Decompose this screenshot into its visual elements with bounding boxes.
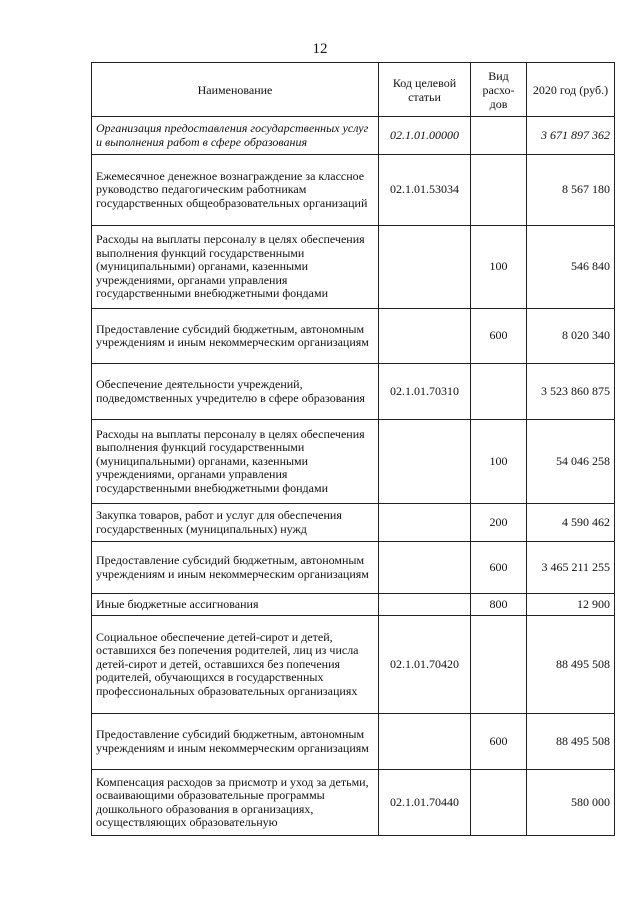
cell-name: Предоставление субсидий бюджетным, автономным учреждениям и иным некоммерческим организациям: [92, 542, 379, 594]
cell-amount: 546 840: [527, 226, 615, 309]
table-row: [92, 364, 615, 420]
cell-code: [379, 594, 471, 616]
cell-amount: 12 900: [527, 594, 615, 616]
cell-kind: [471, 616, 527, 714]
table-row: [92, 226, 615, 309]
cell-amount: 3 465 211 255: [527, 542, 615, 594]
cell-name: Предоставление субсидий бюджетным, автономным учреждениям и иным некоммерческим организациям: [92, 309, 379, 364]
header-amount: 2020 год (руб.): [527, 63, 615, 117]
cell-code: 02.1.01.70310: [379, 364, 471, 420]
cell-name: Закупка товаров, работ и услуг для обеспечения государственных (муниципальных) нужд: [92, 504, 379, 542]
table-row: [92, 420, 615, 504]
cell-name: Иные бюджетные ассигнования: [92, 594, 379, 616]
header-kind: Вид расхо-дов: [471, 63, 527, 117]
cell-amount: 88 495 508: [527, 714, 615, 770]
table-row: [92, 504, 615, 542]
table-header-row: [92, 63, 615, 117]
cell-name: Расходы на выплаты персоналу в целях обеспечения выполнения функций государственными (муниципальными) органами, казенными учреждениями, органами управления государственными внебюджетными фондами: [92, 226, 379, 309]
cell-kind: 600: [471, 309, 527, 364]
cell-kind: [471, 155, 527, 226]
table-row: [92, 117, 615, 155]
budget-table: [91, 62, 615, 836]
cell-kind: 600: [471, 714, 527, 770]
table-row: [92, 594, 615, 616]
table-row: [92, 714, 615, 770]
cell-code: [379, 504, 471, 542]
cell-name: Социальное обеспечение детей-сирот и детей, оставшихся без попечения родителей, лиц из числа детей-сирот и детей, оставшихся без попечения родителей, обучающихся в государственных профессиональных образовательных организациях: [92, 616, 379, 714]
cell-code: [379, 226, 471, 309]
table-row: [92, 542, 615, 594]
cell-code: 02.1.01.53034: [379, 155, 471, 226]
cell-kind: [471, 364, 527, 420]
cell-name: Предоставление субсидий бюджетным, автономным учреждениям и иным некоммерческим организациям: [92, 714, 379, 770]
cell-name: Ежемесячное денежное вознаграждение за классное руководство педагогическим работникам государственных общеобразовательных организаций: [92, 155, 379, 226]
cell-kind: 600: [471, 542, 527, 594]
cell-kind: 800: [471, 594, 527, 616]
cell-code: 02.1.01.70420: [379, 616, 471, 714]
cell-name: Организация предоставления государственных услуг и выполнения работ в сфере образования: [92, 117, 379, 155]
cell-amount: 4 590 462: [527, 504, 615, 542]
page-number: 12: [312, 41, 328, 57]
cell-code: [379, 714, 471, 770]
cell-amount: 54 046 258: [527, 420, 615, 504]
cell-name: Компенсация расходов за присмотр и уход за детьми, осваивающими образовательные программы дошкольного образования в организациях, осуществляющих образовательную: [92, 770, 379, 836]
cell-kind: [471, 117, 527, 155]
cell-amount: 3 671 897 362: [527, 117, 615, 155]
cell-amount: 580 000: [527, 770, 615, 836]
cell-amount: 88 495 508: [527, 616, 615, 714]
cell-name: Обеспечение деятельности учреждений, подведомственных учредителю в сфере образования: [92, 364, 379, 420]
header-name: Наименование: [92, 63, 379, 117]
table-row: [92, 155, 615, 226]
cell-code: [379, 309, 471, 364]
cell-kind: 100: [471, 420, 527, 504]
table-row: [92, 309, 615, 364]
cell-kind: 100: [471, 226, 527, 309]
cell-code: 02.1.01.70440: [379, 770, 471, 836]
cell-kind: 200: [471, 504, 527, 542]
cell-name: Расходы на выплаты персоналу в целях обеспечения выполнения функций государственными (муниципальными) органами, казенными учреждениями, органами управления государственными внебюджетными фондами: [92, 420, 379, 504]
table-row: [92, 616, 615, 714]
table-row: [92, 770, 615, 836]
cell-code: 02.1.01.00000: [379, 117, 471, 155]
cell-amount: 3 523 860 875: [527, 364, 615, 420]
cell-amount: 8 020 340: [527, 309, 615, 364]
cell-code: [379, 542, 471, 594]
table-body: [92, 117, 615, 836]
cell-amount: 8 567 180: [527, 155, 615, 226]
cell-code: [379, 420, 471, 504]
header-code: Код целевой статьи: [379, 63, 471, 117]
cell-kind: [471, 770, 527, 836]
